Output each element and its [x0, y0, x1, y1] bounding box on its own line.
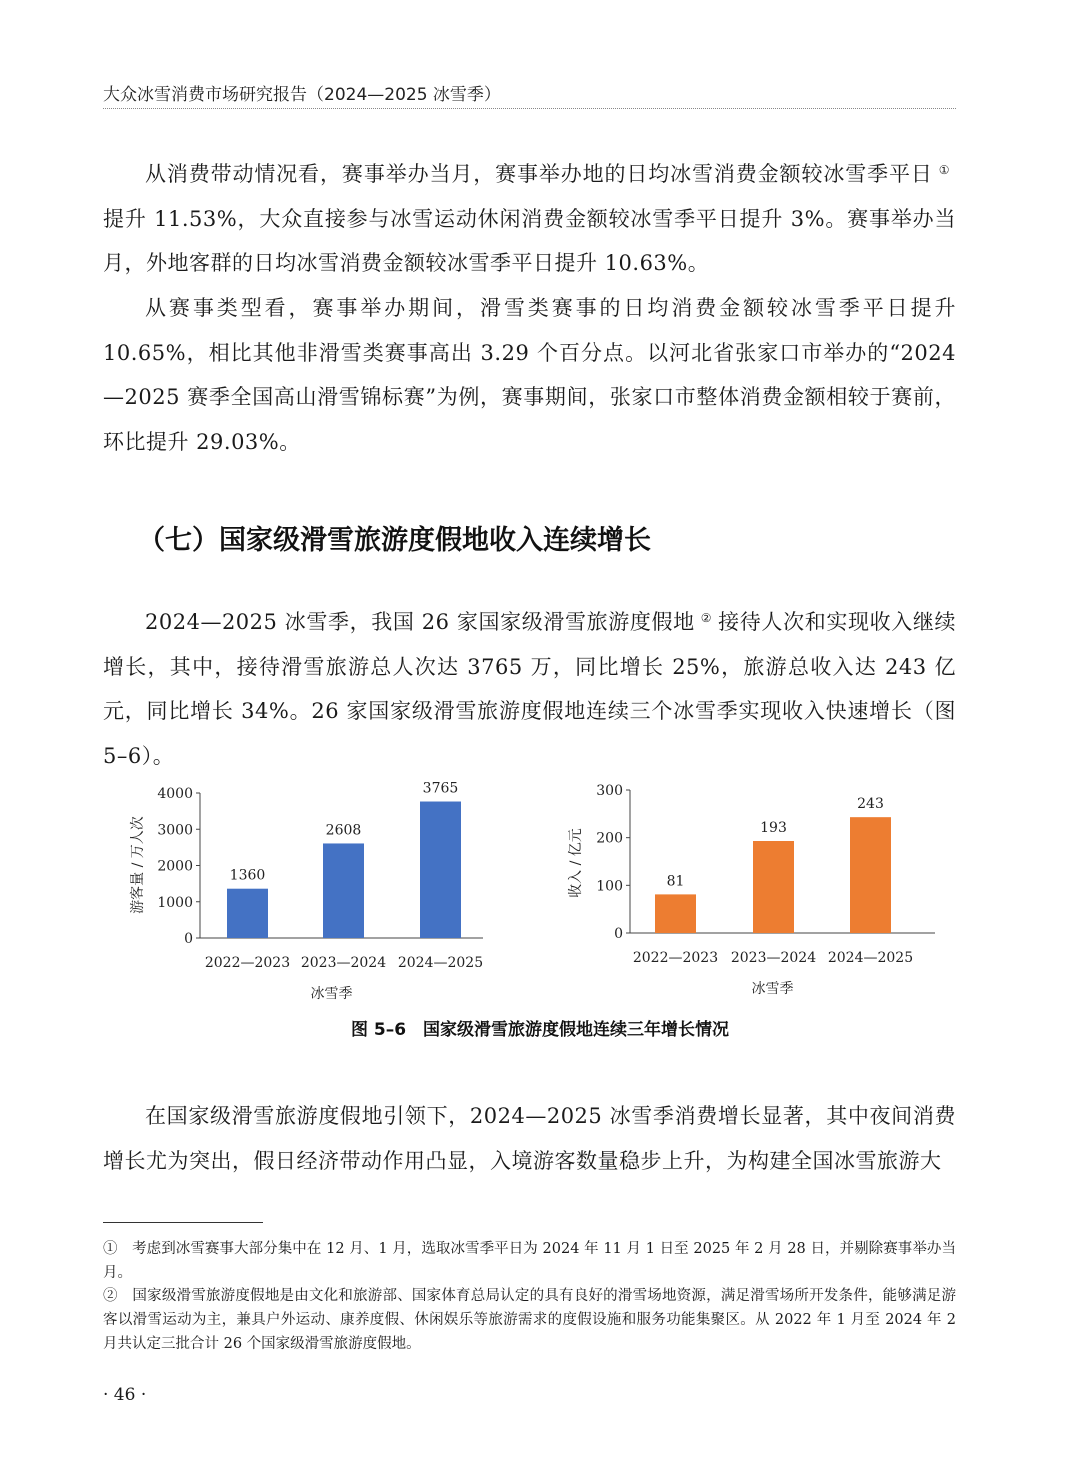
visitors-bar	[323, 843, 364, 938]
figure-5-6	[120, 755, 960, 1045]
visitors-bar	[227, 889, 268, 938]
footnote-ref-2[interactable]: ②	[700, 611, 713, 625]
paragraph-consumption-impact	[103, 152, 956, 286]
visitors-category-label: 2022—2023	[204, 955, 291, 971]
footnote-1: ① 考虑到冰雪赛事大部分集中在 12 月、1 月，选取冰雪季平日为 2024 年 11 月 1 日至 2025 年 2 月 28 日，并剔除赛事举办当月。	[103, 1241, 956, 1281]
revenue-bar	[850, 817, 891, 933]
header-divider	[103, 108, 956, 109]
visitors-x-axis-label: 冰雪季	[310, 986, 353, 1002]
revenue-bar	[655, 894, 696, 933]
visitors-y-tick-label: 3000	[157, 822, 193, 839]
visitors-y-tick-label: 1000	[157, 894, 193, 911]
visitors-category-label: 2023—2024	[300, 955, 387, 971]
paragraph-event-type: 从赛事类型看，赛事举办期间，滑雪类赛事的日均消费金额较冰雪季平日提升 10.65%，相比其他非滑雪类赛事高出 3.29 个百分点。以河北省张家口市举办的“2024—2025 赛季全国高山滑雪锦标赛”为例，赛事期间，张家口市整体消费金额相较于赛前，环比提升 29.03%。	[103, 296, 956, 454]
visitors-value-label: 1360	[229, 867, 266, 884]
visitors-y-tick-label: 0	[184, 931, 193, 947]
section-title: （七）国家级滑雪旅游度假地收入连续增长	[138, 525, 651, 556]
revenue-y-tick-label: 200	[596, 830, 623, 847]
footnote-2: ② 国家级滑雪旅游度假地是由文化和旅游部、国家体育总局认定的具有良好的滑雪场地资源，满足滑雪场所开发条件，能够满足游客以滑雪运动为主，兼具户外运动、康养度假、休闲娱乐等旅游需求的度假设施和服务功能集聚区。从 2022 年 1 月至 2024 年 2 月共认定三批合计 26 个国家级滑雪旅游度假地。	[103, 1288, 956, 1352]
running-header: 大众冰雪消费市场研究报告（2024—2025 冰雪季）	[103, 85, 501, 105]
paragraph-consumption-growth: 在国家级滑雪旅游度假地引领下，2024—2025 冰雪季消费增长显著，其中夜间消费增长尤为突出，假日经济带动作用凸显，入境游客数量稳步上升，为构建全国冰雪旅游大	[103, 1104, 956, 1173]
revenue-y-tick-label: 300	[596, 783, 623, 799]
revenue-bar	[753, 841, 794, 933]
figure-caption: 图 5–6 国家级滑雪旅游度假地连续三年增长情况	[350, 1020, 730, 1040]
revenue-value-label: 81	[666, 873, 685, 890]
bar-charts	[120, 755, 960, 1010]
revenue-y-axis-label: 收入 / 亿元	[568, 828, 584, 898]
revenue-category-label: 2024—2025	[827, 950, 914, 966]
revenue-x-axis-label: 冰雪季	[751, 981, 794, 997]
visitors-y-tick-label: 4000	[157, 786, 193, 802]
visitors-bar	[420, 802, 461, 938]
revenue-y-tick-label: 100	[596, 878, 623, 895]
revenue-category-label: 2023—2024	[730, 950, 817, 966]
page-number: · 46 ·	[103, 1385, 147, 1405]
revenue-y-tick-label: 0	[614, 926, 623, 942]
visitors-value-label: 2608	[325, 822, 362, 839]
paragraph-text-continued: 提升 11.53%，大众直接参与冰雪运动休闲消费金额较冰雪季平日提升 3%。赛事举办当月，外地客群的日均冰雪消费金额较冰雪季平日提升 10.63%。	[103, 206, 956, 275]
paragraph-text: 2024—2025 冰雪季，我国 26 家国家级滑雪旅游度假地	[145, 610, 695, 634]
paragraph-text: 从消费带动情况看，赛事举办当月，赛事举办地的日均冰雪消费金额较冰雪季平日	[145, 162, 933, 186]
paragraph-ski-resorts	[103, 600, 956, 778]
revenue-category-label: 2022—2023	[632, 950, 719, 966]
footnote-ref-1[interactable]: ①	[938, 163, 950, 177]
revenue-value-label: 243	[857, 796, 884, 813]
paragraph-text-continued: 接待人次和实现收入继续增长，其中，接待滑雪旅游总人次达 3765 万，同比增长 25%，旅游总收入达 243 亿元，同比增长 34%。26 家国家级滑雪旅游度假地连续三个冰雪季实现收入快速增长（图 5–6）。	[103, 610, 956, 768]
visitors-y-axis-label: 游客量 / 万人次	[130, 816, 146, 914]
visitors-category-label: 2024—2025	[397, 955, 484, 971]
footnote-divider	[103, 1222, 263, 1223]
revenue-value-label: 193	[760, 820, 787, 837]
visitors-y-tick-label: 2000	[157, 858, 193, 875]
visitors-value-label: 3765	[422, 780, 459, 797]
